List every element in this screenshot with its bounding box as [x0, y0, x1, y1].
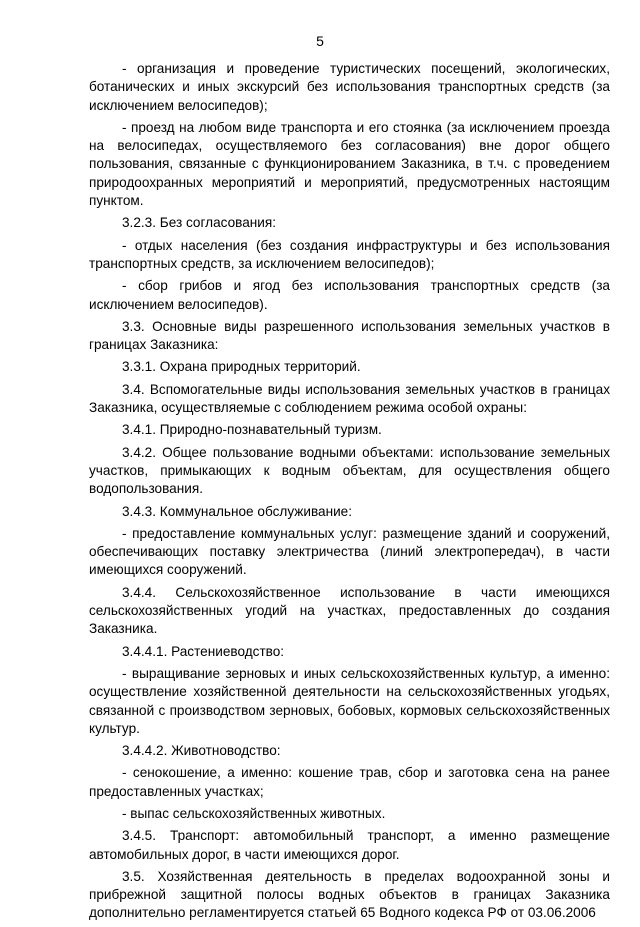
paragraph: - сбор грибов и ягод без использования транспортных средств (за исключением велосипедов).: [89, 278, 610, 312]
paragraph: 3.4.4.2. Животноводство:: [122, 743, 281, 759]
paragraph: 3.5. Хозяйственная деятельность в пределах водоохранной зоны и прибрежной защитной полосы водных объектов в границах Заказника дополнительно регламентируется статьей 65 Водного кодекса РФ от 03.06.2006: [89, 868, 610, 921]
page-number: 5: [316, 33, 324, 49]
paragraph: 3.4.2. Общее пользование водными объектами: использование земельных участков, примыкающих к водным объектам, для осуществления общего водопользования.: [89, 444, 610, 497]
paragraph: 3.4.4. Сельскохозяйственное использование в части имеющихся сельскохозяйственных угодий на участках, предоставленных до создания Заказника.: [89, 584, 610, 637]
paragraph: 3.3.1. Охрана природных территорий.: [122, 359, 361, 375]
paragraph: - организация и проведение туристических посещений, экологических, ботанических и иных экскурсий без использования транспортных средств (за исключением велосипедов);: [89, 61, 610, 113]
paragraph: 3.4.1. Природно-познавательный туризм.: [122, 422, 382, 438]
paragraph: 3.4.4.1. Растениеводство:: [122, 643, 285, 659]
paragraph: - выращивание зерновых и иных сельскохозяйственных культур, а именно: осуществление хозяйственной деятельности на сельскохозяйственных угодьях, связанной с производством зерновых, бобовых, кормовых сельскохозяйственных культур.: [89, 665, 610, 736]
document-body: [89, 60, 610, 927]
paragraph: - сенокошение, а именно: кошение трав, сбор и заготовка сена на ранее предоставленных участках;: [89, 765, 610, 799]
paragraph: - проезд на любом виде транспорта и его стоянка (за исключением проезда на велосипедах, осуществляемого без согласования) вне дорог общего пользования, связанные с функционированием Заказника, в т.ч. с проведением природоохранных мероприятий и мероприятий, предусмотренных настоящим пунктом.: [89, 119, 610, 209]
paragraph: - предоставление коммунальных услуг: размещение зданий и сооружений, обеспечивающих поставку электричества (линий электропередач), в части имеющихся сооружений.: [89, 525, 610, 578]
paragraph: 3.4. Вспомогательные виды использования земельных участков в границах Заказника, осуществляемые с соблюдением режима особой охраны:: [89, 381, 610, 416]
paragraph: 3.2.3. Без согласования:: [122, 215, 277, 231]
paragraph: 3.3. Основные виды разрешенного использования земельных участков в границах Заказника:: [89, 318, 610, 353]
paragraph: - отдых населения (без создания инфраструктуры и без использования транспортных средств, за исключением велосипедов);: [89, 237, 610, 271]
paragraph: - выпас сельскохозяйственных животных.: [122, 805, 386, 821]
paragraph: 3.4.5. Транспорт: автомобильный транспорт, а именно размещение автомобильных дорог, в части имеющихся дорог.: [89, 828, 610, 862]
paragraph: 3.4.3. Коммунальное обслуживание:: [122, 503, 353, 519]
